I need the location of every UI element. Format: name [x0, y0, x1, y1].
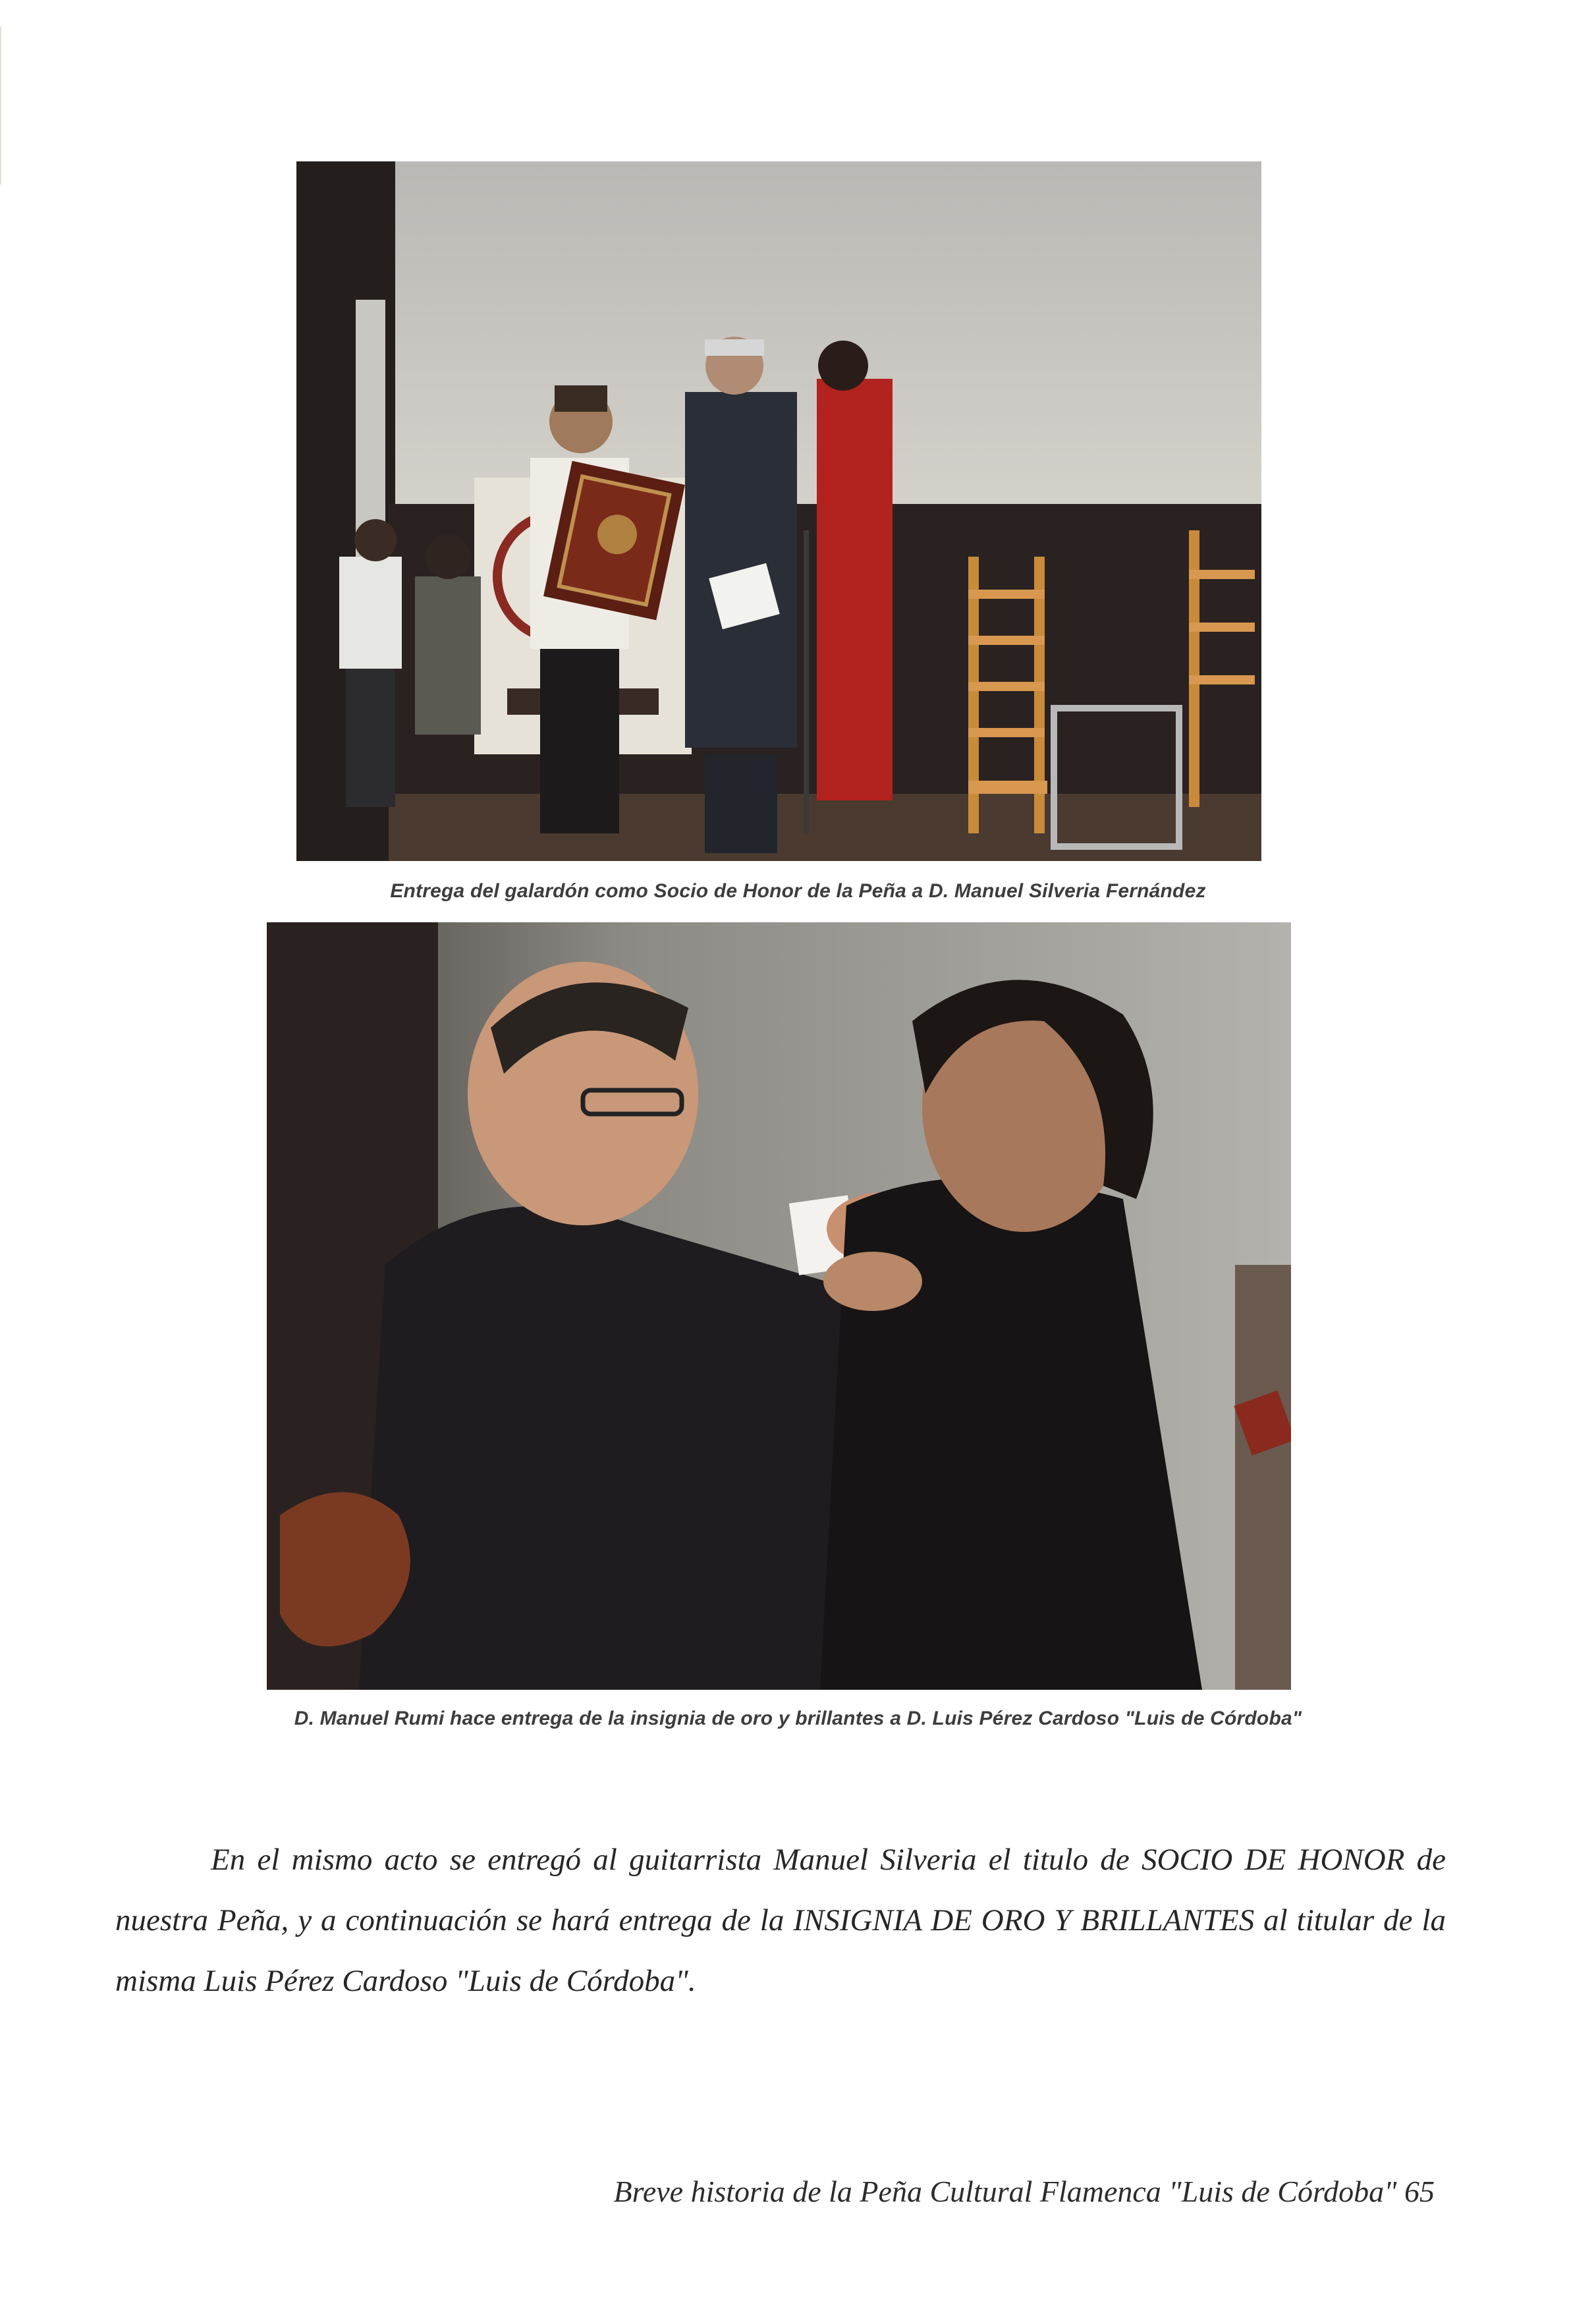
body-paragraph: En el mismo acto se entregó al guitarrista Manuel Silveria el titulo de SOCIO DE HONOR de nuestra Peña, y a continuación se hará entrega de la INSIGNIA DE ORO Y BRILLANTES al titular de la misma Luis Pérez Cardoso "Luis de Córdoba". [115, 1843, 1446, 1998]
photo-caption: D. Manuel Rumi hace entrega de la insignia de oro y brillantes a D. Luis Pérez Cardoso "Luis de Córdoba" [294, 1708, 1302, 1729]
photo-insignia-presentation [267, 922, 1291, 1690]
photo-award-ceremony [296, 161, 1261, 861]
page-edge-mark [0, 26, 7, 184]
photo-caption: Entrega del galardón como Socio de Honor de la Peña a D. Manuel Silveria Fernández [390, 880, 1206, 902]
running-footer: Breve historia de la Peña Cultural Flamenca "Luis de Córdoba" 65 [613, 2175, 1435, 2208]
